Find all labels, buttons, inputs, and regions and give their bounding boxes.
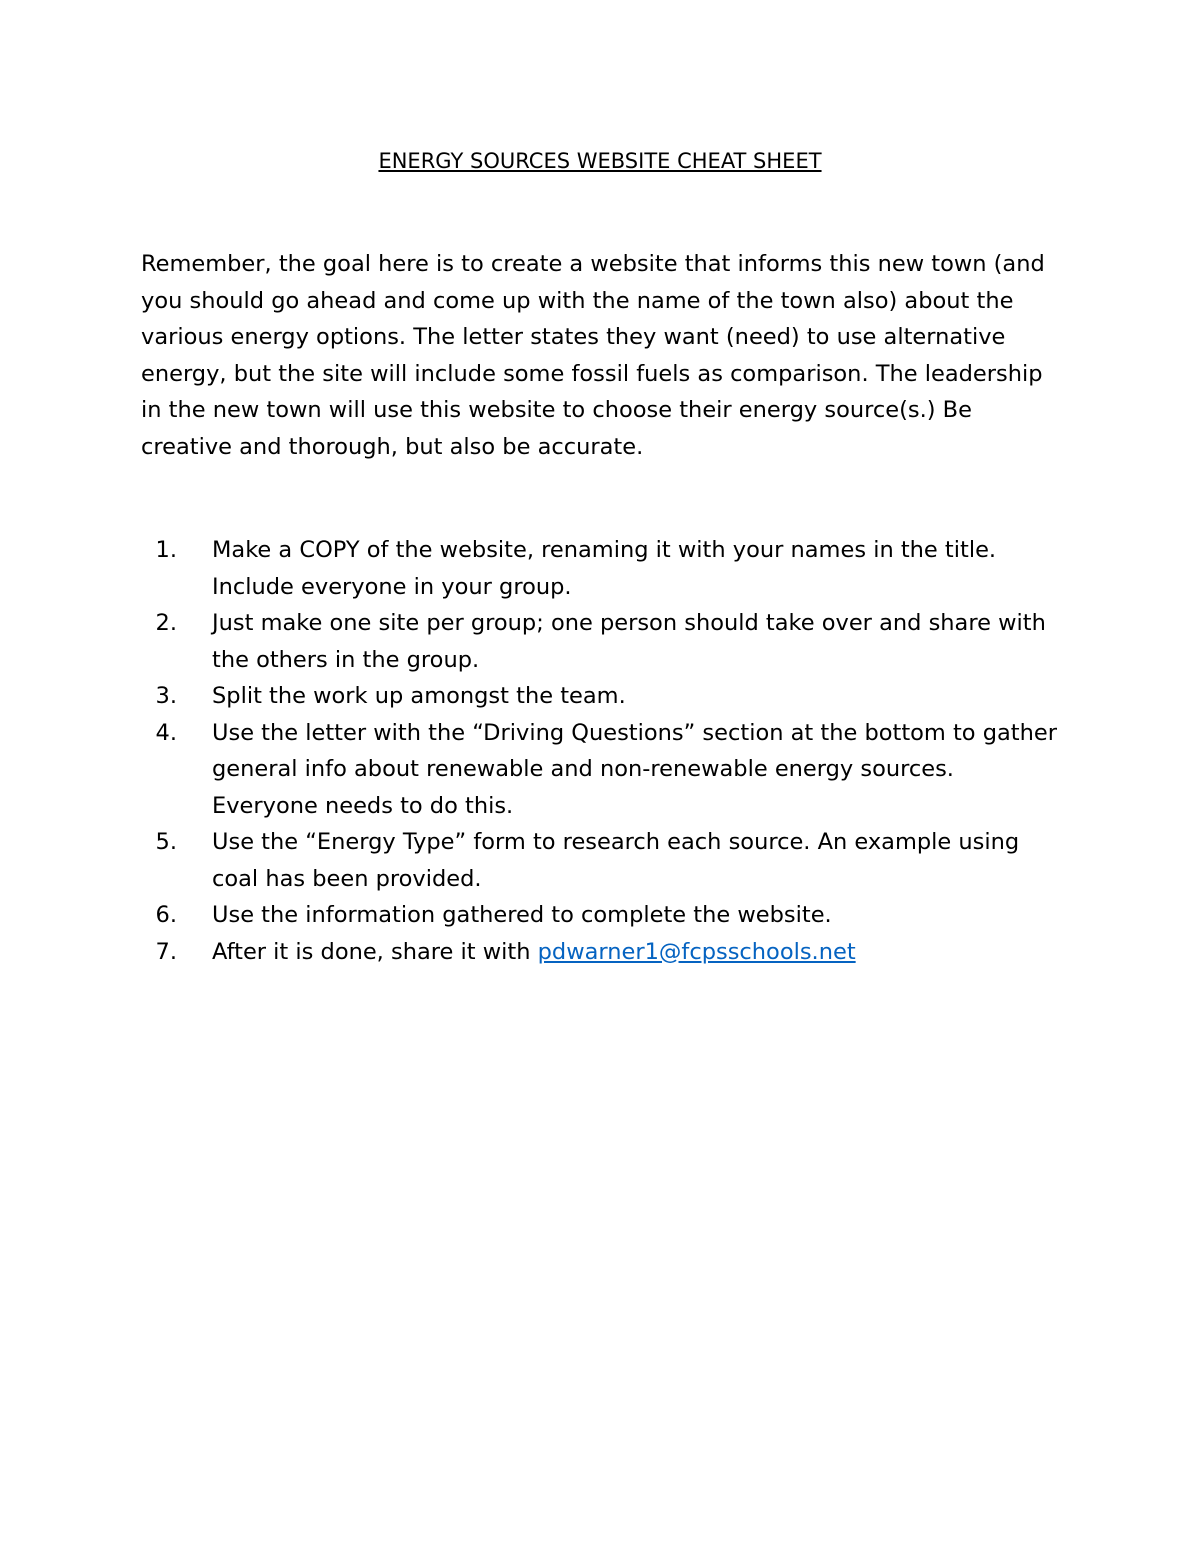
- step-number: 5.: [155, 829, 177, 855]
- list-item: [141, 897, 1066, 934]
- step-text: Make a COPY of the website, renaming it with your names in the title. Include everyone in your group.: [212, 537, 997, 600]
- steps-list: [141, 532, 1066, 970]
- intro-paragraph: Remember, the goal here is to create a website that informs this new town (and you should go ahead and come up with the name of the town also) about the various energy options. The letter states they want (need) to use alternative energy, but the site will include some fossil fuels as comparison. The leadership in the new town will use this website to choose their energy source(s.) Be creative and thorough, but also be accurate.: [141, 251, 1045, 460]
- list-item: [141, 934, 1066, 971]
- step-text: After it is done, share it with: [212, 938, 538, 965]
- step-number: 6.: [155, 902, 177, 928]
- list-item: [141, 715, 1066, 825]
- email-link[interactable]: pdwarner1@fcpsschools.net: [537, 938, 856, 965]
- list-item: [141, 532, 1066, 605]
- step-text: Use the letter with the “Driving Questions” section at the bottom to gather general info about renewable and non-renewable energy sources. Everyone needs to do this.: [212, 719, 1057, 819]
- list-item: [141, 678, 1066, 715]
- list-item: [141, 824, 1066, 897]
- step-text: Use the information gathered to complete the website.: [212, 902, 832, 928]
- step-number: 7.: [155, 938, 177, 965]
- step-text: Use the “Energy Type” form to research each source. An example using coal has been provided.: [212, 829, 1020, 892]
- document-title: ENERGY SOURCES WEBSITE CHEAT SHEET: [378, 149, 822, 173]
- step-number: 1.: [155, 537, 177, 563]
- step-number: 2.: [155, 610, 177, 636]
- step-text-with-link: [177, 934, 1066, 971]
- list-item: [141, 605, 1066, 678]
- step-text: Just make one site per group; one person should take over and share with the others in the group.: [212, 610, 1046, 673]
- step-number: 3.: [155, 683, 177, 709]
- step-text: Split the work up amongst the team.: [212, 683, 626, 709]
- step-number: 4.: [155, 719, 177, 746]
